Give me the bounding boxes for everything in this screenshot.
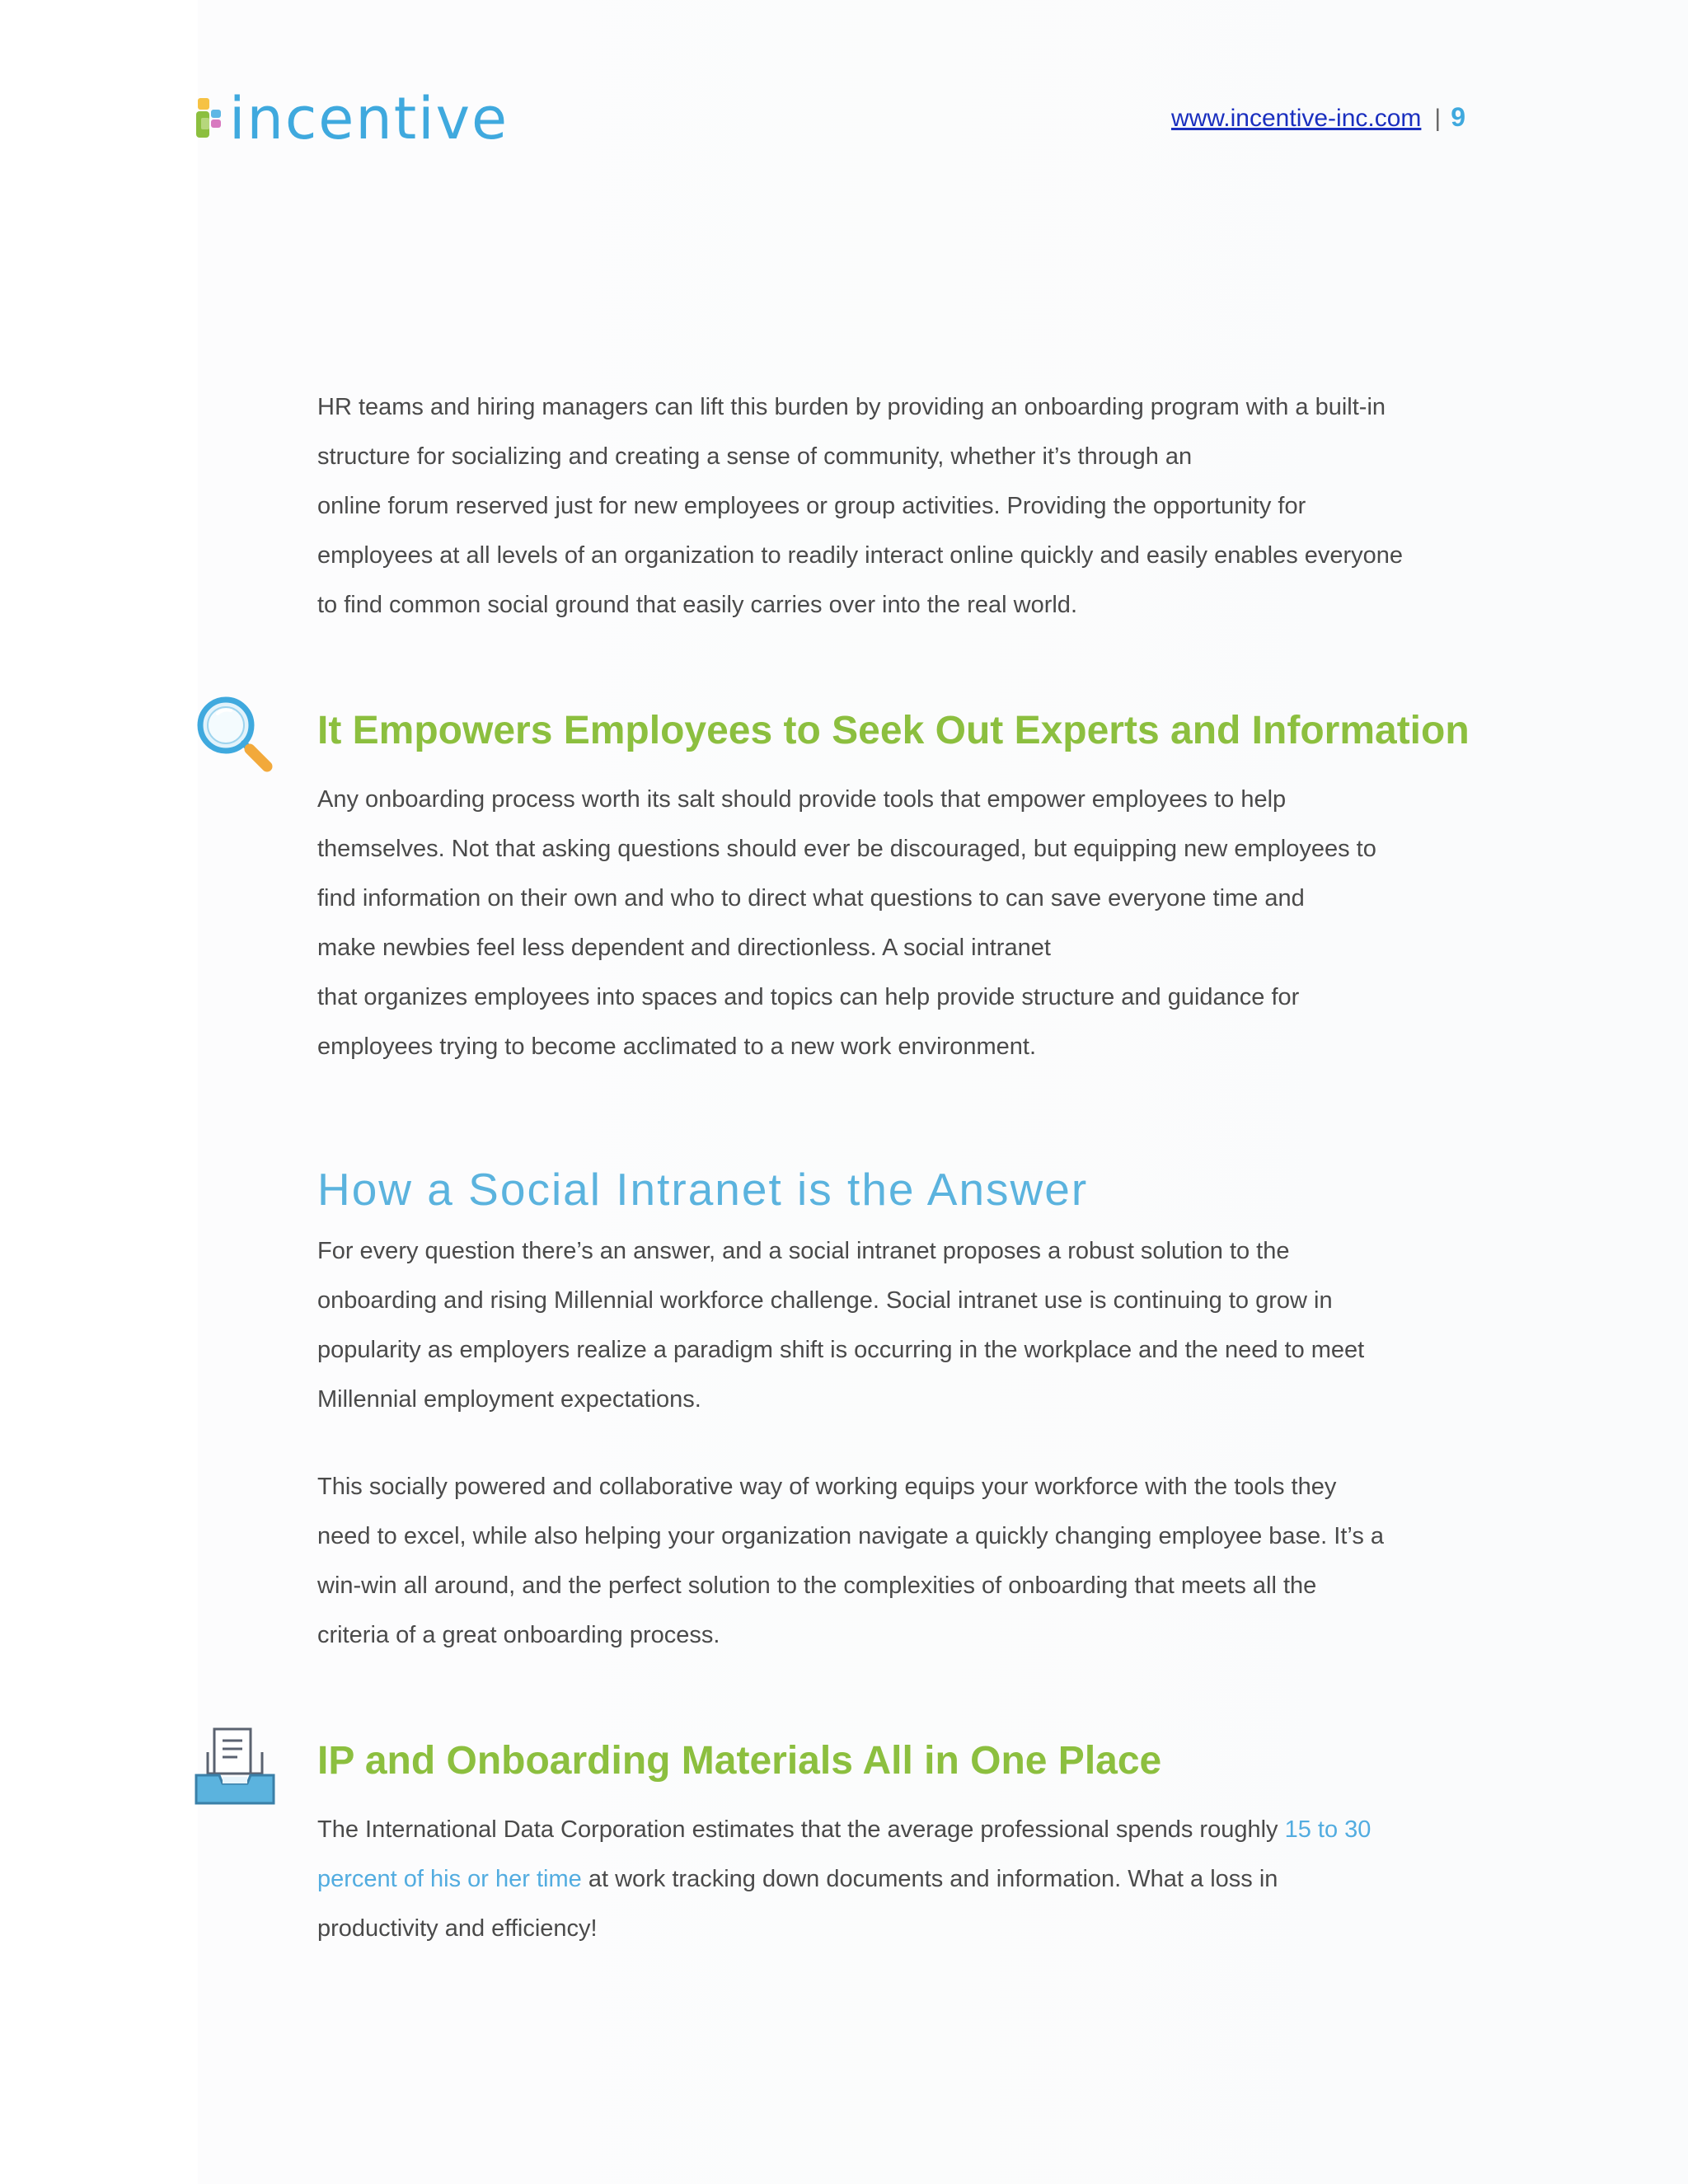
- idc-stat-link[interactable]: 15 to 30: [1284, 1816, 1372, 1843]
- paragraph-line: online forum reserved just for new employees or group activities. Providing the opportunity for: [317, 493, 1306, 519]
- paragraph-line: find information on their own and who to direct what questions to can save everyone time and: [317, 885, 1305, 912]
- paragraph-line: Any onboarding process worth its salt should provide tools that empower employees to help: [317, 786, 1287, 813]
- paragraph-line: structure for socializing and creating a sense of community, whether it’s through an: [317, 443, 1193, 470]
- experts-body: [317, 775, 1488, 1071]
- section-heading: It Empowers Employees to Seek Out Experts and Information: [317, 709, 1470, 752]
- paragraph-line: popularity as employers realize a paradigm shift is occurring in the workplace and the need to meet: [317, 1337, 1365, 1363]
- paragraph-line: onboarding and rising Millennial workforce challenge. Social intranet use is continuing to grow in: [317, 1287, 1333, 1314]
- paragraph-line: [317, 1805, 1488, 1854]
- header-separator: |: [1434, 105, 1442, 132]
- section-heading: IP and Onboarding Materials All in One Place: [317, 1739, 1162, 1783]
- answer-body-2: [317, 1462, 1488, 1660]
- paragraph-line: themselves. Not that asking questions should ever be discouraged, but equipping new employees to: [317, 836, 1376, 862]
- paragraph-line: to find common social ground that easily carries over into the real world.: [317, 592, 1077, 618]
- paragraph-line: that organizes employees into spaces and topics can help provide structure and guidance for: [317, 984, 1300, 1010]
- experts-paragraph: [317, 775, 1488, 1071]
- website-link[interactable]: www.incentive-inc.com: [1170, 105, 1422, 132]
- intro-paragraph: [317, 382, 1488, 630]
- experts-section: [317, 707, 1488, 755]
- logo-text: incentive: [229, 85, 509, 152]
- magnifier-icon: [195, 694, 275, 775]
- intro-section: [317, 382, 1488, 630]
- paragraph-line: criteria of a great onboarding process.: [317, 1622, 720, 1648]
- paragraph-line: For every question there’s an answer, and a social intranet proposes a robust solution to the: [317, 1238, 1290, 1264]
- ip-section: [317, 1737, 1488, 1785]
- paragraph-line: productivity and efficiency!: [317, 1915, 598, 1942]
- incentive-logo: [196, 85, 509, 152]
- paragraph-line: need to excel, while also helping your organization navigate a quickly changing employee base. It’s a: [317, 1523, 1385, 1549]
- page-header-info: [1171, 102, 1465, 133]
- answer-paragraph-1: [317, 1226, 1488, 1424]
- paragraph-line: make newbies feel less dependent and directionless. A social intranet: [317, 935, 1051, 961]
- ip-line-1-text: The International Data Corporation estimates that the average professional spends roughly: [317, 1816, 1285, 1843]
- paragraph-line: HR teams and hiring managers can lift this burden by providing an onboarding program with a built-in: [317, 394, 1386, 420]
- paragraph-line: This socially powered and collaborative way of working equips your workforce with the tools they: [317, 1474, 1337, 1500]
- ip-line-2-text: at work tracking down documents and information. What a loss in: [581, 1866, 1278, 1892]
- paragraph-line: win-win all around, and the perfect solution to the complexities of onboarding that meets all the: [317, 1572, 1317, 1599]
- paragraph-line: [317, 1854, 1488, 1904]
- ip-body: [317, 1805, 1488, 1953]
- ip-paragraph: [317, 1805, 1488, 1953]
- paragraph-line: Millennial employment expectations.: [317, 1386, 701, 1413]
- paragraph-line: employees at all levels of an organization to readily interact online quickly and easily enables everyone: [317, 542, 1404, 569]
- inbox-tray-icon: [195, 1727, 275, 1805]
- idc-stat-link-continued[interactable]: percent of his or her time: [317, 1866, 582, 1892]
- logo-mark-icon: [196, 93, 224, 144]
- section-heading: How a Social Intranet is the Answer: [317, 1164, 1089, 1215]
- paragraph-line: employees trying to become acclimated to a new work environment.: [317, 1033, 1037, 1060]
- answer-paragraph-2: [317, 1462, 1488, 1660]
- answer-section: [317, 1162, 1488, 1216]
- page-number: 9: [1451, 102, 1465, 132]
- answer-body-1: [317, 1226, 1488, 1424]
